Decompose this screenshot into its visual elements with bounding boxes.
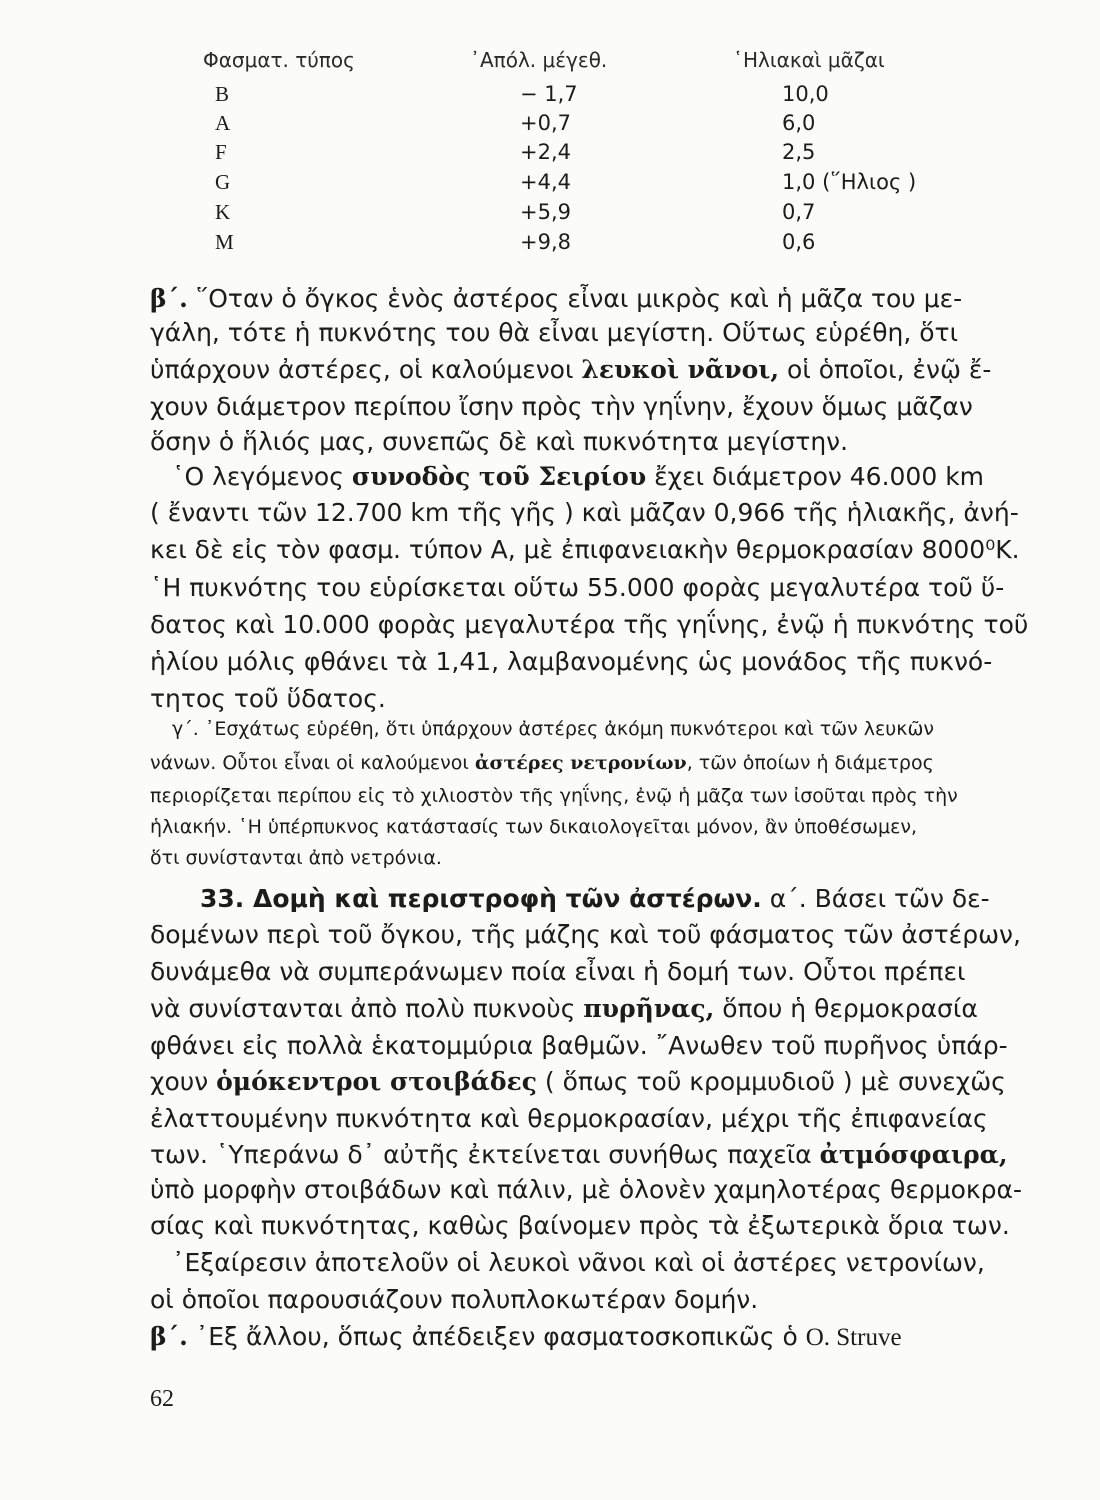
section-33-line: νὰ συνίστανται ἀπὸ πολὺ πυκνοὺς πυρῆνας, ὅπου ἡ θερμοκρασία [150, 994, 978, 1023]
cell-magnitude: − 1,7 [520, 82, 578, 106]
paragraph-gamma-line: περιορίζεται περίπου εἰς τὸ χιλιοστὸν τῆς γηΐνης, ἐνῷ ἡ μᾶζα των ἰσοῦται πρὸς τὴν [150, 785, 958, 807]
cell-type: B [215, 82, 230, 106]
section-33-line: ᾿Εξαίρεσιν ἀποτελοῦν οἱ λευκοὶ νᾶνοι καὶ οἱ ἀστέρες νετρονίων, [172, 1248, 985, 1277]
paragraph-beta-line: ὑπάρχουν ἀστέρες, οἱ καλούμενοι λευκοὶ νᾶνοι, οἱ ὁποῖοι, ἐνῷ ἔ- [150, 355, 992, 384]
cell-mass: 6,0 [782, 111, 816, 135]
beta2-marker: β΄. [150, 1322, 188, 1351]
paragraph-gamma-line: γ΄. ᾿Εσχάτως εὑρέθη, ὅτι ὑπάρχουν ἀστέρες ἀκόμη πυκνότεροι καὶ τῶν λευκῶν [172, 718, 935, 740]
paragraph-beta-line: ὅσην ὁ ἥλιός μας, συνεπῶς δὲ καὶ πυκνότητα μεγίστην. [150, 427, 849, 456]
author-name: O. Struve [805, 1324, 902, 1351]
paragraph-beta2-line: β΄. ᾿Εξ ἄλλου, ὅπως ἀπέδειξεν φασματοσκοπικῶς ὁ O. Struve [150, 1322, 902, 1351]
cell-magnitude: +0,7 [520, 111, 571, 135]
paragraph-beta-line: β΄. ῞Οταν ὁ ὄγκος ἑνὸς ἀστέρος εἶναι μικρὸς καὶ ἡ μᾶζα του με- [150, 284, 963, 313]
page-number: 62 [150, 1386, 174, 1412]
cell-mass: 1,0 (῞Ηλιος ) [782, 170, 917, 194]
section-33-line: των. ῾Υπεράνω δ᾿ αὐτῆς ἐκτείνεται συνήθως παχεῖα ἀτμόσφαιρα, [150, 1140, 1008, 1169]
section-33-line: σίας καὶ πυκνότητας, καθὼς βαίνομεν πρὸς τὰ ἐξωτερικὰ ὅρια των. [150, 1211, 1010, 1240]
cell-type: K [215, 200, 231, 224]
table-row [0, 82, 1100, 108]
term-neutron-stars: ἀστέρες νετρονίων [474, 752, 687, 774]
table-row [0, 230, 1100, 256]
header-abs-magnitude: ᾿Απόλ. μέγεθ. [470, 48, 608, 72]
paragraph-beta-line: τητος τοῦ ὕδατος. [150, 684, 386, 713]
cell-type: G [215, 170, 231, 194]
beta-marker: β΄. [150, 284, 188, 313]
section-33-heading-line: 33. Δομὴ καὶ περιστροφὴ τῶν ἀστέρων. α΄. Βάσει τῶν δε- [200, 884, 990, 913]
table-row [0, 140, 1100, 166]
header-solar-masses: ῾Ηλιακαὶ μᾶζαι [733, 48, 885, 72]
paragraph-beta-line: ῾Η πυκνότης του εὑρίσκεται οὕτω 55.000 φορὰς μεγαλυτέρα τοῦ ὕ- [150, 573, 1005, 602]
header-spectral-type: Φασματ. τύπος [203, 48, 355, 72]
term-concentric-layers: ὁμόκεντροι στοιβάδες [216, 1067, 537, 1096]
section-33-line: φθάνει εἰς πολλὰ ἑκατομμύρια βαθμῶν. ῎Ανωθεν τοῦ πυρῆνος ὑπάρ- [150, 1031, 1008, 1060]
term-atmosphere: ἀτμόσφαιρα, [819, 1140, 1008, 1169]
paragraph-beta-line: γάλη, τότε ἡ πυκνότης του θὰ εἶναι μεγίστη. Οὕτως εὑρέθη, ὅτι [150, 318, 959, 347]
section-33-line: δυνάμεθα νὰ συμπεράνωμεν ποία εἶναι ἡ δομή των. Οὗτοι πρέπει [150, 957, 966, 986]
section-title: 33. Δομὴ καὶ περιστροφὴ τῶν ἀστέρων. [200, 884, 762, 913]
term-sirius-companion: συνοδὸς τοῦ Σειρίου [351, 462, 647, 491]
cell-mass: 0,6 [782, 230, 816, 254]
paragraph-beta-line: ῾Ο λεγόμενος συνοδὸς τοῦ Σειρίου ἔχει διάμετρον 46.000 km [172, 462, 985, 491]
term-cores: πυρῆνας, [583, 994, 715, 1023]
section-33-line: ὑπὸ μορφὴν στοιβάδων καὶ πάλιν, μὲ ὁλονὲν χαμηλοτέρας θερμοκρα- [150, 1175, 1022, 1204]
cell-type: F [215, 140, 227, 164]
paragraph-gamma-line: ὅτι συνίστανται ἀπὸ νετρόνια. [150, 847, 442, 869]
section-33-line: χουν ὁμόκεντροι στοιβάδες ( ὅπως τοῦ κρομμυδιοῦ ) μὲ συνεχῶς [150, 1067, 1006, 1096]
term-white-dwarfs: λευκοὶ νᾶνοι, [581, 355, 780, 384]
paragraph-beta-line: ἡλίου μόλις φθάνει τὰ 1,41, λαμβανομένης ὡς μονάδος τῆς πυκνό- [150, 647, 993, 676]
table-row [0, 200, 1100, 226]
cell-type: M [215, 230, 234, 254]
paragraph-beta-line: δατος καὶ 10.000 φορὰς μεγαλυτέρα τῆς γηΐνης, ἐνῷ ἡ πυκνότης τοῦ [150, 610, 1029, 639]
cell-mass: 0,7 [782, 200, 816, 224]
table-row [0, 111, 1100, 137]
paragraph-beta-line: χουν διάμετρον περίπου ἴσην πρὸς τὴν γηΐνην, ἔχουν ὅμως μᾶζαν [150, 392, 973, 421]
cell-magnitude: +9,8 [520, 230, 571, 254]
paragraph-gamma-line: νάνων. Οὗτοι εἶναι οἱ καλούμενοι ἀστέρες νετρονίων, τῶν ὁποίων ἡ διάμετρος [150, 752, 934, 774]
cell-mass: 10,0 [782, 82, 829, 106]
section-33-line: δομένων περὶ τοῦ ὄγκου, τῆς μάζης καὶ τοῦ φάσματος τῶν ἀστέρων, [150, 920, 1021, 949]
cell-magnitude: +2,4 [520, 140, 571, 164]
paragraph-gamma-line: ἡλιακήν. ῾Η ὑπέρπυκνος κατάστασίς των δικαιολογεῖται μόνον, ἂν ὑποθέσωμεν, [150, 816, 917, 838]
cell-mass: 2,5 [782, 140, 816, 164]
paragraph-beta-line: ( ἔναντι τῶν 12.700 km τῆς γῆς ) καὶ μᾶζαν 0,966 τῆς ἡλιακῆς, ἀνή- [150, 498, 1019, 527]
cell-magnitude: +5,9 [520, 200, 571, 224]
section-33-line: οἱ ὁποῖοι παρουσιάζουν πολυπλοκωτέραν δομήν. [150, 1285, 759, 1314]
paragraph-beta-line: κει δὲ εἰς τὸν φασμ. τύπον Α, μὲ ἐπιφανειακὴν θερμοκρασίαν 8000⁰Κ. [150, 535, 1020, 564]
table-row [0, 170, 1100, 196]
section-33-line: ἐλαττουμένην πυκνότητα καὶ θερμοκρασίαν, μέχρι τῆς ἐπιφανείας [150, 1104, 988, 1133]
cell-type: A [215, 111, 231, 135]
cell-magnitude: +4,4 [520, 170, 571, 194]
